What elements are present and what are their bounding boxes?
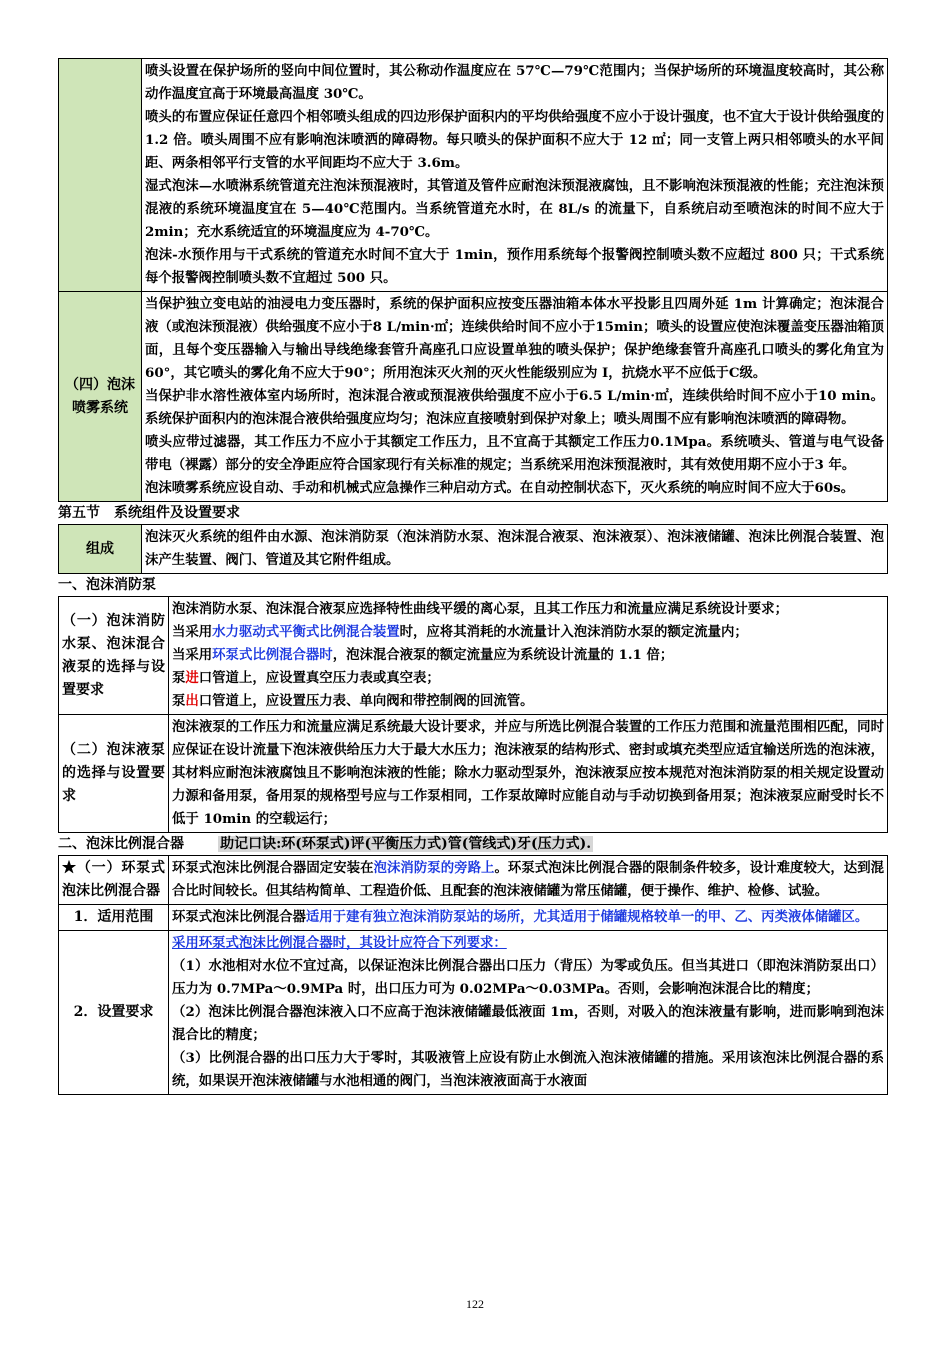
components-text: 泡沫灭火系统的组件由水源、泡沫消防泵（泡沫消防水泵、泡沫混合液泵、泡沫液泵）、泡沫液储罐、泡沫比例混合装置、泡沫产生装置、阀门、管道及其它附件组成。 xyxy=(142,525,888,574)
setup-requirements-cell xyxy=(169,931,888,1095)
page-number: 122 xyxy=(466,1297,484,1311)
paragraph xyxy=(172,644,884,667)
text-span: 环泵式泡沫比例混合器 xyxy=(172,909,306,925)
setup-requirements-label: 2．设置要求 xyxy=(59,931,169,1095)
text-span: ，泡沫混合液泵的额定流量应为系统设计流量的 1.1 倍； xyxy=(332,647,674,663)
ring-pump-mixer-cell xyxy=(169,856,888,905)
section-heading xyxy=(58,833,888,855)
highlight-text: 出 xyxy=(185,693,199,709)
ring-pump-mixer-label xyxy=(59,856,169,905)
text-span: 当采用 xyxy=(172,624,213,640)
text-span: 。环泵式泡沫比例混合器的限制条件较多，设计难度较大，达到混合比时间较长。但其结构简单、工程造价低、且配套的泡沫液储罐为常压储罐，便于操作、维护、检修、试验。 xyxy=(172,860,885,899)
paragraph xyxy=(172,690,884,713)
label-text: （一）环泵式泡沫比例混合器 xyxy=(62,860,166,899)
star-icon: ★ xyxy=(62,860,77,876)
paragraph: （1）水池相对水位不宜过高，以保证泡沫比例混合器出口压力（背压）为零或负压。但当其进口（即泡沫消防泵出口）压力为 0.7MPa～0.9MPa 时，出口压力可为 0.02MPa～0.03MPa。否则，会影响泡沫混合比的精度； xyxy=(172,958,884,997)
table-row xyxy=(59,905,888,931)
table-row xyxy=(59,292,888,502)
foam-spray-table xyxy=(58,58,888,502)
paragraph: （2）泡沫比例混合器泡沫液入口不应高于泡沫液储罐最低液面 1m，否则，对吸入的泡沫液量有影响，进而影响到泡沫混合比的精度； xyxy=(172,1004,884,1043)
foam-liquid-pump-label: （二）泡沫液泵的选择与设置要求 xyxy=(59,715,169,833)
highlight-text: 进 xyxy=(185,670,199,686)
text-span: 环泵式泡沫比例混合器固定安装在 xyxy=(172,860,374,876)
paragraph: 泡沫-水预作用与干式系统的管道充水时间不宜大于 1min，预作用系统每个报警阀控制喷头数不应超过 800 只；干式系统每个报警阀控制喷头数不宜超过 500 只。 xyxy=(145,247,884,286)
sprinkler-requirements-cell xyxy=(142,59,888,292)
requirements-heading: 采用环泵式泡沫比例混合器时，其设计应符合下列要求： xyxy=(172,935,507,951)
paragraph: （3）比例混合器的出口压力大于零时，其吸液管上应设有防止水倒流入泡沫液储罐的措施。采用该泡沫比例混合器的系统，如果误开泡沫液储罐与水池相通的阀门，当泡沫液液面高于水液面 xyxy=(172,1050,884,1089)
table-row xyxy=(59,525,888,574)
text-span: 泵 xyxy=(172,670,186,686)
foam-pump-table xyxy=(58,596,888,833)
paragraph: 泡沫消防水泵、泡沫混合液泵应选择特性曲线平缓的离心泵，且其工作压力和流量应满足系统设计要求； xyxy=(172,601,788,617)
foam-liquid-pump-text: 泡沫液泵的工作压力和流量应满足系统最大设计要求，并应与所选比例混合装置的工作压力范围和流量范围相匹配，同时应保证在设计流量下泡沫液供给压力大于最大水压力；泡沫液泵的结构形式、密封或填充类型应适宜输送所选的泡沫液，其材料应耐泡沫液腐蚀且不影响泡沫液的性能；除水力驱动型泵外，泡沫液泵应按本规范对泡沫消防泵的相关规定设置动力源和备用泵，备用泵的规格型号应与工作泵相同，工作泵故障时应能自动与手动切换到备用泵；泡沫液泵应耐受时长不低于 10min 的空载运行； xyxy=(169,715,888,833)
highlight-text: 泡沫消防泵的旁路上 xyxy=(373,860,495,876)
paragraph xyxy=(172,667,884,690)
empty-label-cell xyxy=(59,59,142,292)
text-span: 当采用 xyxy=(172,647,213,663)
pump-selection-label: （一）泡沫消防水泵、泡沫混合液泵的选择与设置要求 xyxy=(59,597,169,715)
text-span: 口管道上，应设置真空压力表或真空表； xyxy=(198,670,440,686)
scope-cell xyxy=(169,905,888,931)
highlight-text: 环泵式比例混合器时 xyxy=(212,647,333,663)
section-heading: 一、泡沫消防泵 xyxy=(58,577,156,593)
mixer-heading: 二、泡沫比例混合器 xyxy=(58,836,184,852)
foam-spray-requirements-cell xyxy=(142,292,888,502)
paragraph xyxy=(172,621,884,644)
text-span: 口管道上，应设置压力表、单向阀和带控制阀的回流管。 xyxy=(198,693,534,709)
section-title: 第五节 系统组件及设置要求 xyxy=(58,505,240,521)
paragraph: 泡沫喷雾系统应设自动、手动和机械式应急操作三种启动方式。在自动控制状态下，灭火系统的响应时间不应大于60s。 xyxy=(145,480,855,496)
components-label: 组成 xyxy=(59,525,142,574)
highlight-text: 适用于建有独立泡沫消防泵站的场所，尤其适用于储罐规格较单一的甲、乙、丙类液体储罐区。 xyxy=(305,909,869,925)
paragraph: 喷头设置在保护场所的竖向中间位置时，其公称动作温度应在 57℃—79℃范围内；当保护场所的环境温度较高时，其公称动作温度宜高于环境最高温度 30℃。 xyxy=(145,63,884,102)
table-row xyxy=(59,931,888,1095)
mixer-table xyxy=(58,855,888,1095)
text-span: 泵 xyxy=(172,693,186,709)
table-row xyxy=(59,597,888,715)
table-row xyxy=(59,856,888,905)
document-page xyxy=(58,58,888,1095)
components-table xyxy=(58,524,888,574)
pump-selection-cell xyxy=(169,597,888,715)
table-row xyxy=(59,59,888,292)
table-row xyxy=(59,715,888,833)
foam-spray-system-label: （四）泡沫喷雾系统 xyxy=(59,292,142,502)
text-span: 时，应将其消耗的水流量计入泡沫消防水泵的额定流量内； xyxy=(399,624,748,640)
scope-label: 1．适用范围 xyxy=(59,905,169,931)
mnemonic-text: 助记口诀:环(环泵式)评(平衡压力式)管(管线式)牙(压力式). xyxy=(220,836,592,852)
paragraph: 当保护独立变电站的油浸电力变压器时，系统的保护面积应按变压器油箱本体水平投影且四周外延 1m 计算确定；泡沫混合液（或泡沫预混液）供给强度不应小于8 L/min·㎡；连续供给时间不应小于15min；喷头的设置应使泡沫覆盖变压器油箱顶面，且每个变压器输入与输出导线绝缘套管升高座孔口应设置单独的喷头保护；保护绝缘套管升高座孔口喷头的雾化角宜为60°，其它喷头的雾化角不应大于90°；所用泡沫灭火剂的灭火性能级别应为 I，抗烧水平不应低于C级。 xyxy=(145,296,884,381)
paragraph: 喷头应带过滤器，其工作压力不应小于其额定工作压力，且不宜高于其额定工作压力0.1Mpa。系统喷头、管道与电气设备带电（裸露）部分的安全净距应符合国家现行有关标准的规定；当系统采用泡沫预混液时，其有效使用期不应小于3 年。 xyxy=(145,434,884,473)
paragraph: 当保护非水溶性液体室内场所时，泡沫混合液或预混液供给强度不应小于6.5 L/min·㎡，连续供给时间不应小于10 min。系统保护面积内的泡沫混合液供给强度应均匀；泡沫应直接喷射到保护对象上；喷头周围不应有影响泡沫喷洒的障碍物。 xyxy=(145,388,884,427)
highlight-text: 水力驱动式平衡式比例混合装置 xyxy=(212,624,400,640)
paragraph: 湿式泡沫—水喷淋系统管道充注泡沫预混液时，其管道及管件应耐泡沫预混液腐蚀，且不影响泡沫预混液的性能；充注泡沫预混液的系统环境温度宜在 5—40℃范围内。当系统管道充水时，在 8L/s 的流量下，自系统启动至喷泡沫的时间不应大于 2min；充水系统适宜的环境温度应为 4-70℃。 xyxy=(145,178,884,240)
paragraph: 喷头的布置应保证任意四个相邻喷头组成的四边形保护面积内的平均供给强度不应小于设计强度，也不宜大于设计供给强度的 1.2 倍。喷头周围不应有影响泡沫喷洒的障碍物。每只喷头的保护面积不应大于 12 ㎡；同一支管上两只相邻喷头的水平间距、两条相邻平行支管的水平间距均不应大于 3.6m。 xyxy=(145,109,884,171)
